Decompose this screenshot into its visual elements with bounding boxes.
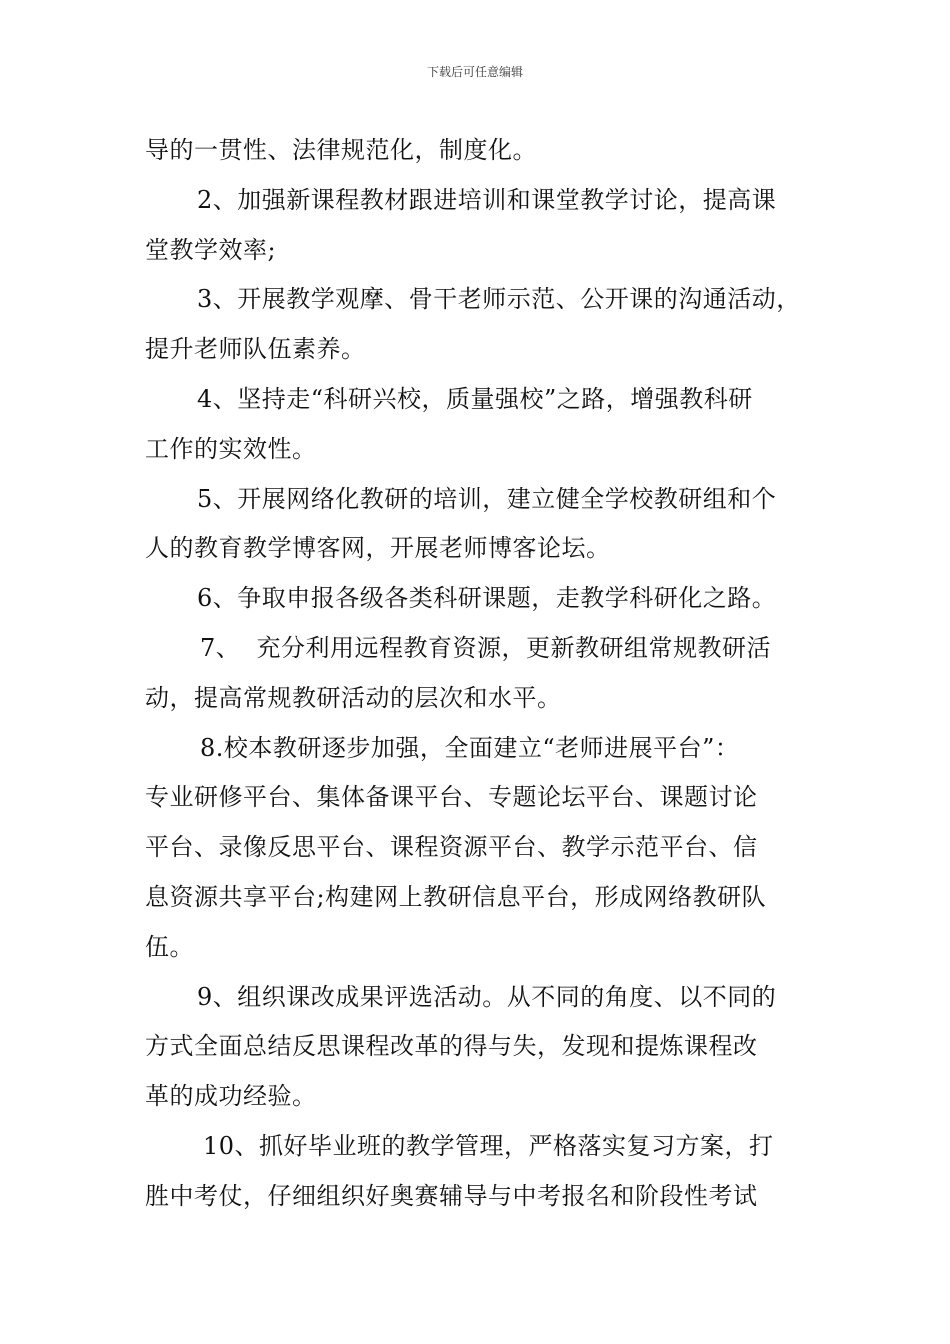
paragraph-8-line-1: 8.校本教研逐步加强，全面建立“老师进展平台”： (200, 733, 740, 762)
document-body (145, 126, 813, 1222)
text-line: 提升老师队伍素养。 (145, 335, 366, 364)
text-line: 伍。 (145, 932, 194, 961)
paragraph-4-line-1: 4、坚持走“科研兴校，质量强校”之路，增强教科研 (197, 384, 753, 413)
page-header-note: 下载后可任意编辑 (426, 65, 523, 79)
text-line: 工作的实效性。 (145, 434, 317, 463)
text-line: 方式全面总结反思课程改革的得与失，发现和提炼课程改 (145, 1032, 758, 1061)
text-line: 息资源共享平台;构建网上教研信息平台，形成网络教研队 (145, 882, 767, 911)
paragraph-9-line-1: 9、组织课改成果评选活动。从不同的角度、以不同的 (197, 982, 777, 1011)
paragraph-10-line-1: 10、抓好毕业班的教学管理，严格落实复习方案，打 (203, 1131, 774, 1160)
paragraph-6-line-1: 6、争取申报各级各类科研课题，走教学科研化之路。 (197, 584, 777, 613)
text-line: 人的教育教学博客网，开展老师博客论坛。 (145, 534, 611, 563)
text-line: 专业研修平台、集体备课平台、专题论坛平台、课题讨论 (145, 783, 758, 812)
text-line: 导的一贯性、法律规范化，制度化。 (145, 136, 537, 164)
text-line: 堂教学效率; (145, 235, 277, 264)
text-line: 革的成功经验。 (145, 1082, 317, 1111)
paragraph-7-line-1: 7、 充分利用远程教育资源，更新教研组常规教研活 (200, 633, 772, 662)
paragraph-5-line-1: 5、开展网络化教研的培训，建立健全学校教研组和个 (197, 484, 777, 513)
text-line: 胜中考仗，仔细组织好奥赛辅导与中考报名和阶段性考试 (145, 1181, 758, 1210)
text-line: 动，提高常规教研活动的层次和水平。 (145, 683, 562, 712)
paragraph-2-line-1: 2、加强新课程教材跟进培训和课堂教学讨论，提高课 (197, 185, 777, 214)
text-line: 平台、录像反思平台、课程资源平台、教学示范平台、信 (145, 833, 758, 862)
paragraph-3-line-1: 3、开展教学观摩、骨干老师示范、公开课的沟通活动， (197, 285, 801, 314)
